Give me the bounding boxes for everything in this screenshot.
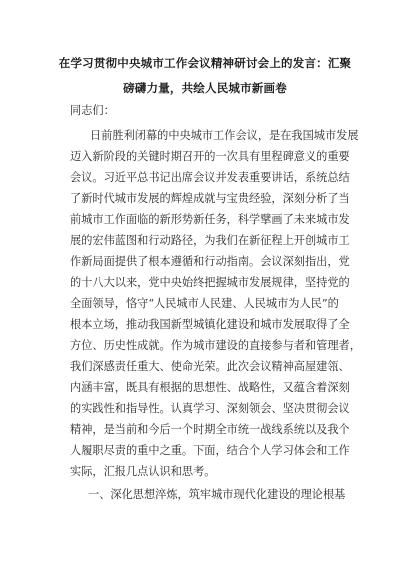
body-line: 日前胜利闭幕的中央城市工作会议，是在我国城市发展 — [90, 129, 359, 142]
body-line: 全面领导，恪守“人民城市人民建、人民城市为人民”的 — [70, 297, 339, 310]
body-line: 前城市工作面临的新形势新任务，科学擘画了未来城市发 — [70, 213, 350, 226]
body-line: 精神，是当前和今后一个时期全市统一战线系统以及我个 — [70, 423, 350, 436]
section-heading: 一、深化思想淬炼，筑牢城市现代化建设的理论根基 — [88, 488, 346, 501]
document-title-line-1: 在学习贯彻中央城市工作会议精神研讨会上的发言：汇聚 — [58, 56, 352, 70]
body-line: 内涵丰富，既具有根据的思想性、战略性，又蕴含着深刻 — [70, 381, 350, 394]
document-title-line-2: 磅礴力量，共绘人民城市新画卷 — [123, 81, 287, 95]
body-line: 作新局面提供了根本遵循和行动指南。会议深刻指出，党 — [70, 255, 350, 268]
body-line: 实际，汇报几点认识和思考。 — [70, 465, 216, 478]
body-line: 了新时代城市发展的辉煌成就与宝贵经验，深刻分析了当 — [70, 192, 350, 205]
body-line: 会议。习近平总书记出席会议并发表重要讲话，系统总结 — [70, 171, 350, 184]
body-line: 我们深感责任重大、使命光荣。此次会议精神高屋建瓴、 — [70, 360, 350, 373]
salutation: 同志们： — [70, 104, 115, 117]
body-line: 的实践性和指导性。认真学习、深刻领会、坚决贯彻会议 — [70, 402, 350, 415]
body-line: 展的宏伟蓝图和行动路径，为我们在新征程上开创城市工 — [70, 234, 350, 247]
body-line: 人履职尽责的重中之重。下面，结合个人学习体会和工作 — [70, 444, 350, 457]
body-line: 方位、历史性成就。作为城市建设的直接参与者和管理者， — [70, 339, 361, 352]
body-line: 根本立场，推动我国新型城镇化建设和城市发展取得了全 — [70, 318, 350, 331]
body-line: 的十八大以来，党中央始终把握城市发展规律，坚持党的 — [70, 276, 350, 289]
body-line: 迈入新阶段的关键时期召开的一次具有里程碑意义的重要 — [70, 150, 350, 163]
